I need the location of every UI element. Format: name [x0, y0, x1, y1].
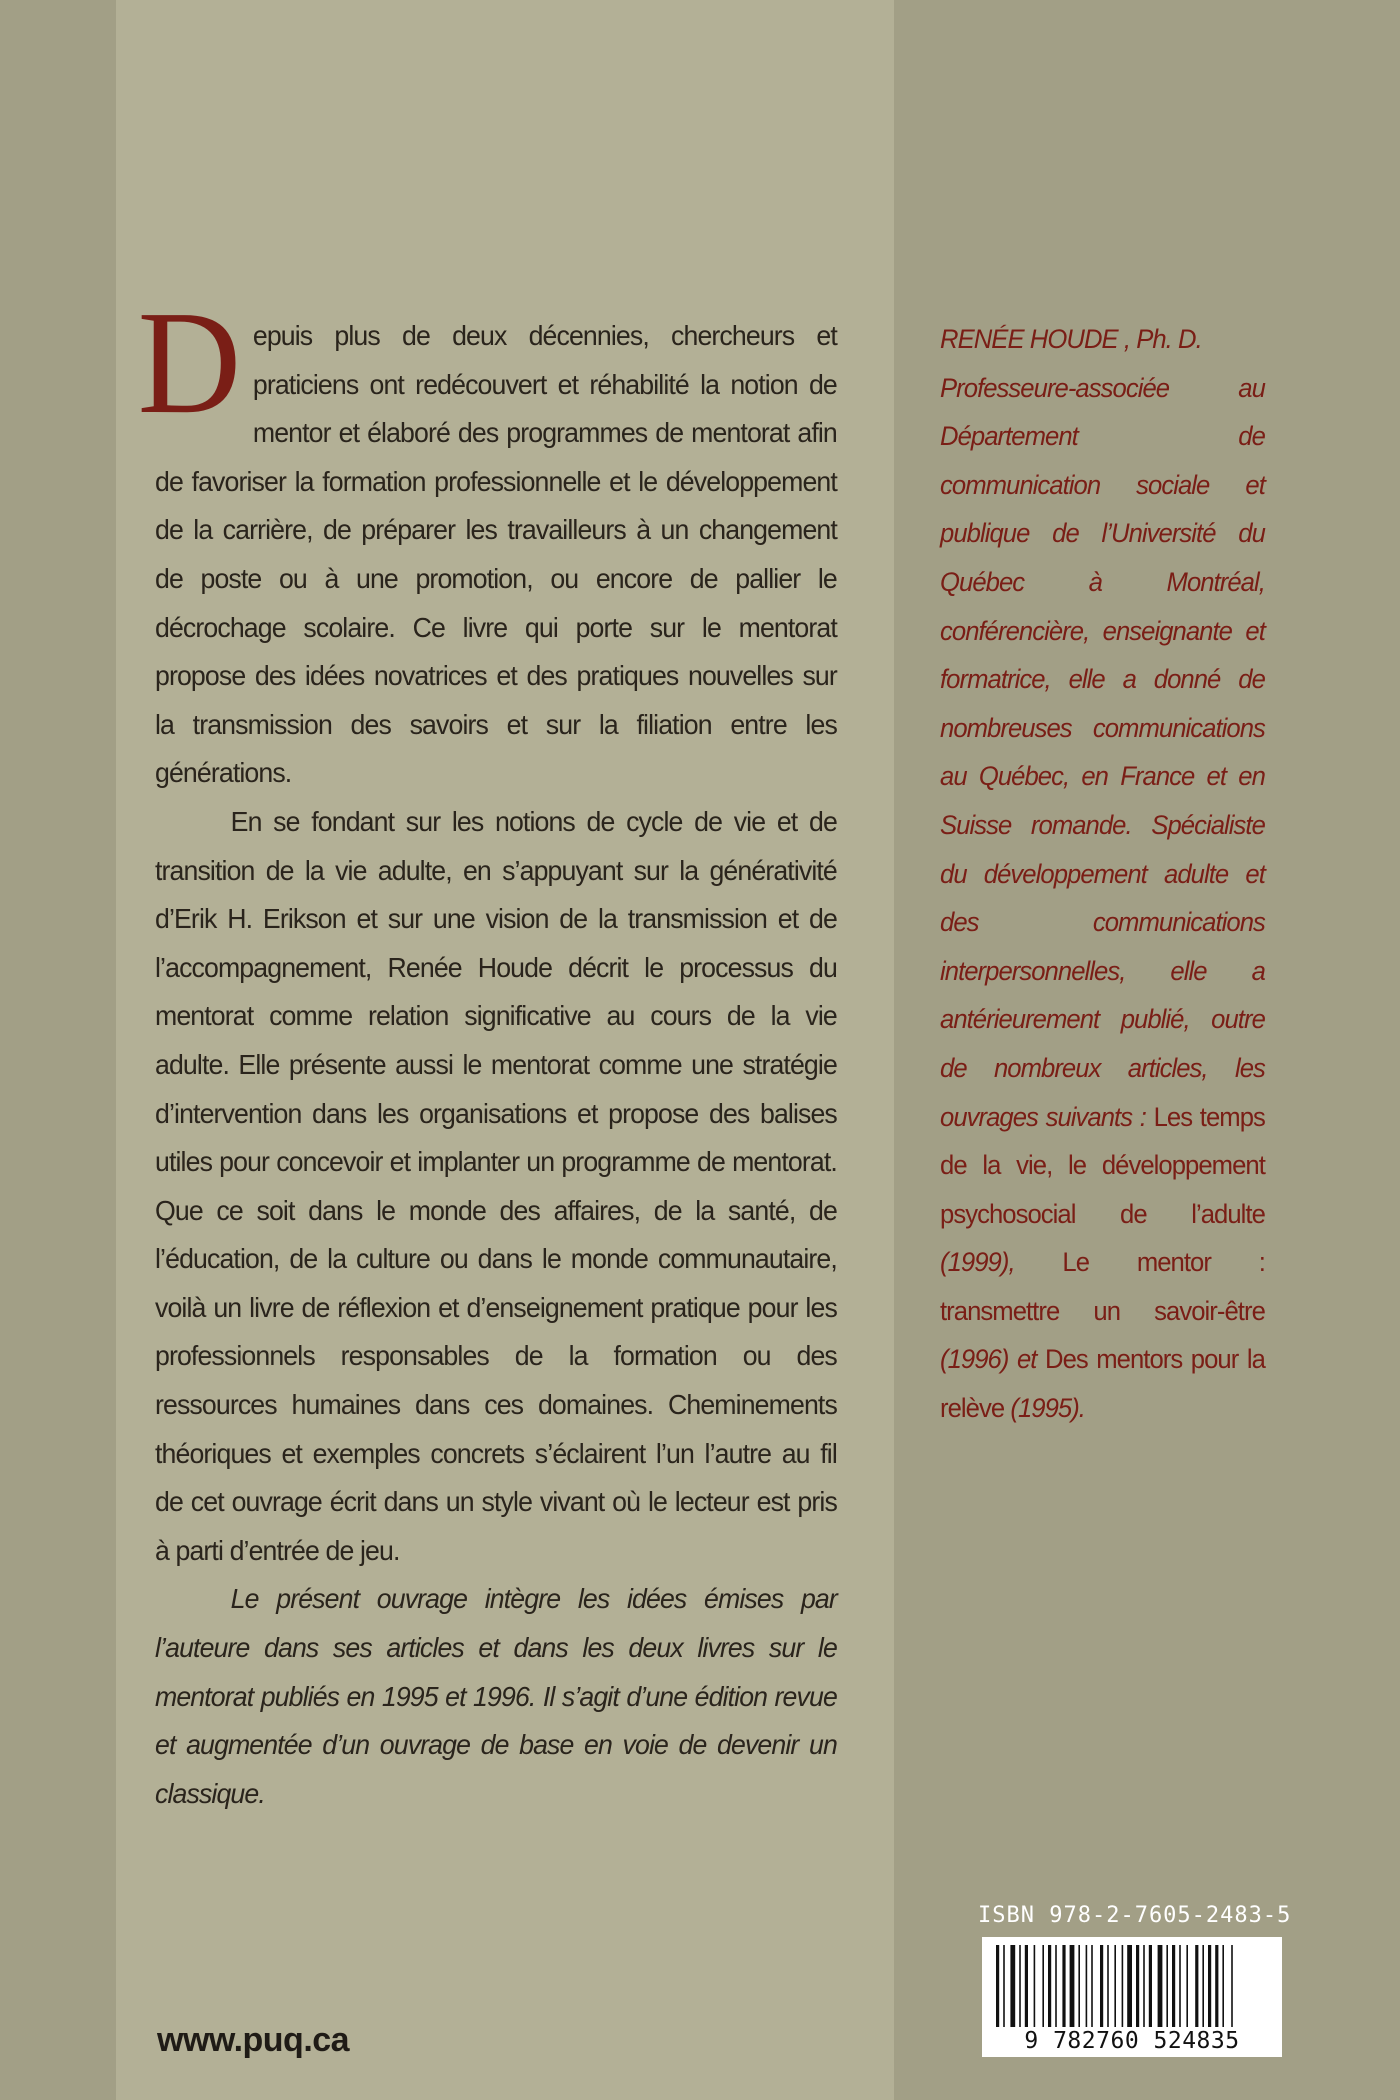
barcode-bar: [1062, 1945, 1065, 2027]
barcode-bar: [1136, 1945, 1139, 2027]
barcode-bar: [1034, 1945, 1036, 2027]
barcode-bar: [1186, 1945, 1188, 2027]
barcode-bar: [1019, 1945, 1021, 2027]
publisher-website: www.puq.ca: [157, 2021, 350, 2059]
barcode-bar: [1070, 1945, 1075, 2027]
barcode-bar: [1100, 1945, 1103, 2027]
drop-cap: D: [137, 281, 242, 445]
barcode-digits: 9 782760 524835: [1024, 2028, 1240, 2054]
summary-paragraph-1: Depuis plus de deux décennies, chercheurs et praticiens ont redécouvert et réhabilité la notion de mentor et élaboré des programmes de mentorat afin de favoriser la formation professionnelle et le développement de la carrière, de préparer les travailleurs à un changement de poste ou à une promotion, ou encore de pallier le décrochage scolaire. Ce livre qui porte sur le mentorat propose des idées novatrices et des pratiques nouvelles sur la transmission des savoirs et sur la filiation entre les générations.: [137, 281, 837, 789]
barcode-bar: [1025, 1945, 1028, 2027]
barcode-bar: [1127, 1945, 1132, 2027]
barcode-bar: [1048, 1945, 1051, 2027]
book-title: Le mentor : transmettre un savoir-être: [940, 1247, 1265, 1326]
summary-paragraph-2: En se fondant sur les notions de cycle de vie et de transition de la vie adulte, en s’appuyant sur la générativité d’Erik H. Erikson et sur une vision de la transmission et de l’accompagnement, Renée Houde décrit le processus du mentorat comme relation significative au cours de la vie adulte. Elle présente aussi le mentorat comme une stratégie d’intervention dans les organisations et propose des balises utiles pour concevoir et implanter un programme de mentorat. Que ce soit dans le monde des affaires, de la santé, de l’éducation, de la culture ou dans le monde communautaire, voilà un livre de réflexion et d’enseignement pratique pour les professionnels responsables de la formation ou des ressources humaines dans ces domaines. Cheminements théoriques et exemples concrets s’éclairent l’un l’autre au fil de cet ouvrage écrit dans un style vivant où le lecteur est pris à parti d’entrée de jeu.: [155, 805, 837, 1566]
barcode-bar: [1195, 1945, 1198, 2027]
barcode-bar: [1107, 1945, 1109, 2027]
summary-paragraph-3: Le présent ouvrage intègre les idées émises par l’auteure dans ses articles et dans les deux livres sur le mentorat publiés en 1995 et 1996. Il s’agit d’une édition revue et augmentée d’un ouvrage de base en voie de devenir un classique.: [155, 1583, 837, 1809]
barcode-bar: [1166, 1945, 1168, 2027]
barcode-bar: [1010, 1945, 1015, 2027]
barcode-bar: [1231, 1945, 1233, 2027]
barcode-bar: [1208, 1945, 1211, 2027]
barcode-bar: [1114, 1945, 1116, 2027]
barcode-bar: [1042, 1945, 1044, 2027]
book-title: Les temps de la vie, le développement psychosocial de l’adulte: [940, 1101, 1265, 1229]
author-description: Professeure-associée au Département de communication sociale et publique de l’Université du Québec à Montréal, conférencière, enseignante et formatrice, elle a donné de nombreuses communications au Québec, en France et en Suisse romande. Spécialiste du développement adulte et des communications interpersonnelles, elle a antérieurement publié, outre de nombreux articles, les ouvrages suivants : Les temps de la vie, le développement psychosocial de l’adulte (1999), Le mentor : transmettre un savoir-être (1996) et Des mentors pour la relève (1995).: [940, 372, 1265, 1424]
barcode-bar: [1078, 1945, 1080, 2027]
barcode-bar: [1202, 1945, 1204, 2027]
barcode-bar: [1222, 1945, 1224, 2027]
barcode-bar: [1158, 1945, 1163, 2027]
barcode-bar: [1215, 1945, 1218, 2027]
isbn-label: ISBN 978-2-7605-2483-5: [978, 1903, 1292, 1928]
barcode-bar: [1149, 1945, 1152, 2027]
barcode-bar: [1086, 1945, 1088, 2027]
barcode-bar: [1143, 1945, 1145, 2027]
barcode-bar: [1122, 1945, 1124, 2027]
barcode-bar: [996, 1945, 999, 2027]
back-cover-summary: [137, 281, 837, 1818]
book-title: Des mentors pour la relève: [940, 1344, 1265, 1424]
barcode-bar: [1172, 1945, 1175, 2027]
author-name: RENÉE HOUDE , Ph. D.: [940, 324, 1202, 354]
barcode-bar: [1055, 1945, 1057, 2027]
barcode-bar: [1003, 1945, 1005, 2027]
barcode-bar: [1179, 1945, 1181, 2027]
barcode-bar: [1091, 1945, 1093, 2027]
author-bio: [940, 315, 1265, 1433]
